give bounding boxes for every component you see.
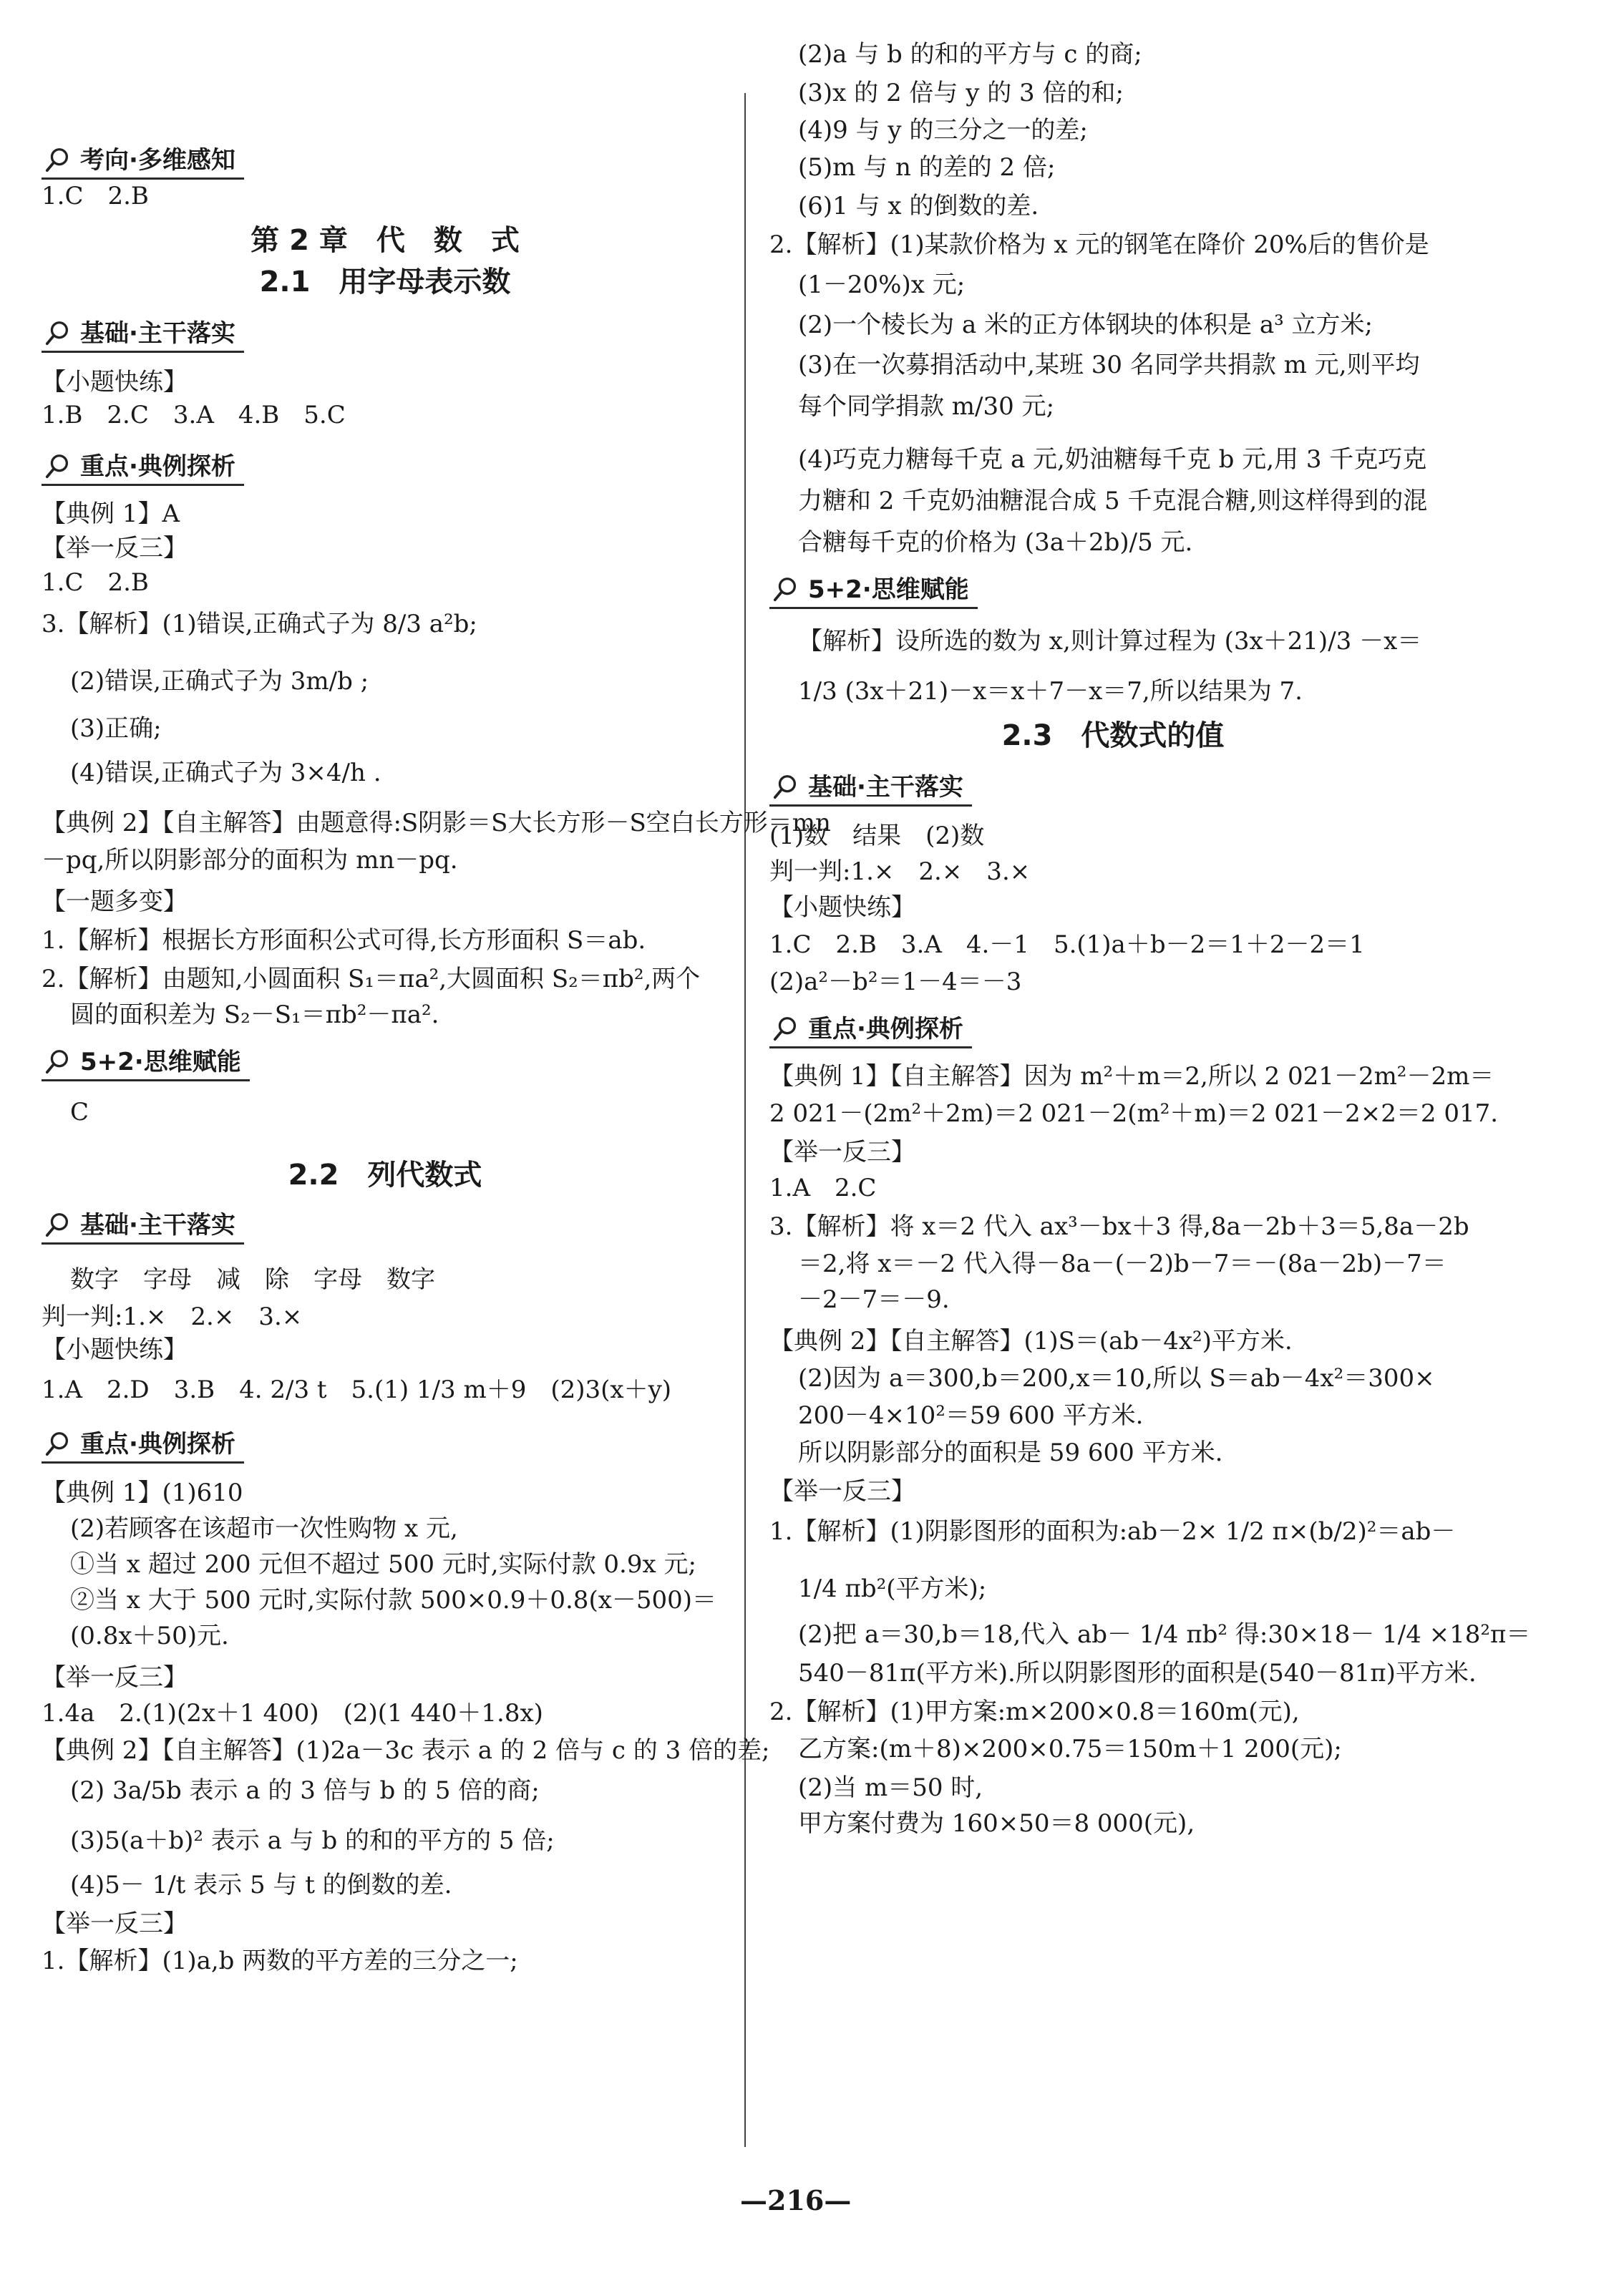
text-line: C	[70, 1098, 89, 1126]
text-line: 1.C 2.B	[42, 568, 149, 597]
text-line: 判一判:1.× 2.× 3.×	[42, 1303, 303, 1331]
text-line: (4)5－ 1/t 表示 5 与 t 的倒数的差.	[70, 1871, 452, 1899]
text-line: 【典例 2】【自主解答】由题意得:S阴影＝S大长方形－S空白长方形＝mn	[42, 809, 831, 837]
page-number: —216—	[740, 2184, 852, 2216]
text-line: －2－7＝－9.	[798, 1285, 950, 1314]
text-line: (3)正确;	[70, 714, 162, 743]
section-heading	[769, 1012, 972, 1048]
text-line: 1/4 πb²(平方米);	[798, 1574, 987, 1603]
text-line: (3)x 的 2 倍与 y 的 3 倍的和;	[798, 79, 1124, 107]
text-line: 合糖每千克的价格为 (3a＋2b)/5 元.	[798, 528, 1193, 557]
text-line: (2)a²－b²＝1－4＝－3	[769, 968, 1022, 996]
section-heading	[42, 316, 244, 353]
text-line: 1.4a 2.(1)(2x＋1 400) (2)(1 440＋1.8x)	[42, 1699, 543, 1728]
text-line: 力糖和 2 千克奶油糖混合成 5 千克混合糖,则这样得到的混	[798, 487, 1428, 515]
magnifier-icon	[772, 773, 799, 800]
text-line: 判一判:1.× 2.× 3.×	[769, 857, 1031, 886]
text-line: 【小题快练】	[42, 1335, 188, 1364]
text-line: 2.【解析】由题知,小圆面积 S₁＝πa²,大圆面积 S₂＝πb²,两个	[42, 965, 701, 993]
text-line: (5)m 与 n 的差的 2 倍;	[798, 153, 1056, 182]
magnifier-icon	[772, 1015, 799, 1042]
section-heading-label: 重点·典例探析	[80, 1430, 235, 1459]
text-line: (1－20%)x 元;	[798, 271, 966, 299]
text-line: －pq,所以阴影部分的面积为 mn－pq.	[42, 846, 458, 875]
text-line: ②当 x 大于 500 元时,实际付款 500×0.9＋0.8(x－500)＝	[70, 1586, 717, 1615]
text-line: (4)错误,正确式子为 3×4/h .	[70, 759, 381, 787]
section-heading	[769, 573, 978, 609]
text-line: 1.B 2.C 3.A 4.B 5.C	[42, 401, 346, 429]
chapter-title: 第 2 章 代 数 式	[251, 224, 520, 257]
text-line: 2.【解析】(1)某款价格为 x 元的钢笔在降价 20%后的售价是	[769, 230, 1429, 259]
text-line: 1.C 2.B	[42, 182, 149, 210]
text-line: (2)一个棱长为 a 米的正方体钢块的体积是 a³ 立方米;	[798, 311, 1373, 339]
section-heading-label: 基础·主干落实	[80, 1211, 235, 1240]
text-line: (4)9 与 y 的三分之一的差;	[798, 116, 1088, 145]
section-heading-label: 基础·主干落实	[80, 319, 235, 348]
text-line: 【举一反三】	[769, 1138, 915, 1167]
section-heading-label: 基础·主干落实	[808, 773, 963, 802]
text-line: 1.C 2.B 3.A 4.－1 5.(1)a＋b－2＝1＋2－2＝1	[769, 930, 1365, 959]
text-line: ①当 x 超过 200 元但不超过 500 元时,实际付款 0.9x 元;	[70, 1550, 696, 1579]
text-line: (6)1 与 x 的倒数的差.	[798, 192, 1039, 220]
text-line: 数字 字母 减 除 字母 数字	[70, 1265, 435, 1294]
text-line: (2)若顾客在该超市一次性购物 x 元,	[70, 1514, 458, 1543]
text-line: 甲方案付费为 160×50＝8 000(元),	[798, 1809, 1195, 1838]
text-line: 【小题快练】	[769, 893, 915, 922]
section-heading	[42, 449, 244, 486]
text-line: 200－4×10²＝59 600 平方米.	[798, 1401, 1144, 1430]
text-line: 1/3 (3x＋21)－x＝x＋7－x＝7,所以结果为 7.	[798, 677, 1303, 706]
text-line: 【小题快练】	[42, 368, 188, 396]
section-heading	[42, 1427, 244, 1464]
text-line: 【一题多变】	[42, 887, 188, 916]
text-line: (2)把 a＝30,b＝18,代入 ab－ 1/4 πb² 得:30×18－ 1/4 ×18²π＝	[798, 1620, 1531, 1649]
magnifier-icon	[44, 452, 72, 479]
text-line: (2)错误,正确式子为 3m/b ;	[70, 667, 369, 696]
magnifier-icon	[44, 146, 72, 173]
text-line: 1.【解析】(1)阴影图形的面积为:ab－2× 1/2 π×(b/2)²＝ab－	[769, 1517, 1456, 1546]
section-heading-label: 5+2·思维赋能	[80, 1048, 241, 1076]
text-line: 每个同学捐款 m/30 元;	[798, 392, 1055, 421]
text-line: 2.【解析】(1)甲方案:m×200×0.8＝160m(元),	[769, 1698, 1300, 1726]
magnifier-icon	[772, 575, 799, 603]
text-line: (4)巧克力糖每千克 a 元,奶油糖每千克 b 元,用 3 千克巧克	[798, 445, 1427, 474]
chapter-title: 2.2 列代数式	[288, 1159, 482, 1192]
text-line: 圆的面积差为 S₂－S₁＝πb²－πa².	[70, 1001, 439, 1029]
text-line: 【典例 1】(1)610	[42, 1479, 243, 1507]
text-line: 【举一反三】	[42, 534, 188, 563]
section-heading-label: 重点·典例探析	[80, 452, 235, 481]
text-line: (3)在一次募捐活动中,某班 30 名同学共捐款 m 元,则平均	[798, 351, 1420, 379]
section-heading-label: 重点·典例探析	[808, 1015, 963, 1043]
text-line: 【举一反三】	[769, 1477, 915, 1506]
text-line: (2)当 m＝50 时,	[798, 1773, 983, 1802]
magnifier-icon	[44, 1211, 72, 1238]
section-heading	[42, 143, 244, 180]
text-line: (2) 3a/5b 表示 a 的 3 倍与 b 的 5 倍的商;	[70, 1776, 540, 1805]
text-line: (3)5(a＋b)² 表示 a 与 b 的和的平方的 5 倍;	[70, 1826, 555, 1855]
text-line: 【解析】设所选的数为 x,则计算过程为 (3x＋21)/3 －x＝	[798, 627, 1422, 656]
text-line: 【举一反三】	[42, 1663, 188, 1692]
text-line: 1.【解析】根据长方形面积公式可得,长方形面积 S＝ab.	[42, 926, 646, 955]
text-line: 1.A 2.D 3.B 4. 2/3 t 5.(1) 1/3 m＋9 (2)3(x＋y)	[42, 1376, 672, 1404]
text-line: 【典例 1】A	[42, 500, 180, 528]
text-line: (2)a 与 b 的和的平方与 c 的商;	[798, 40, 1142, 69]
column-divider	[744, 93, 746, 2147]
text-line: 2 021－(2m²＋2m)＝2 021－2(m²＋m)＝2 021－2×2＝2 017.	[769, 1099, 1499, 1128]
text-line: 【典例 2】【自主解答】(1)2a－3c 表示 a 的 2 倍与 c 的 3 倍的差;	[42, 1736, 770, 1765]
text-line: (1)数 结果 (2)数	[769, 822, 985, 850]
text-line: 【典例 1】【自主解答】因为 m²＋m＝2,所以 2 021－2m²－2m＝	[769, 1062, 1494, 1091]
section-heading	[42, 1045, 250, 1081]
text-line: (0.8x＋50)元.	[70, 1622, 229, 1650]
magnifier-icon	[44, 1048, 72, 1075]
text-line: 540－81π(平方米).所以阴影图形的面积是(540－81π)平方米.	[798, 1659, 1477, 1688]
section-heading-label: 5+2·思维赋能	[808, 575, 969, 604]
section-heading	[769, 770, 972, 807]
magnifier-icon	[44, 319, 72, 346]
text-line: 【典例 2】【自主解答】(1)S＝(ab－4x²)平方米.	[769, 1327, 1293, 1355]
chapter-title: 2.3 代数式的值	[1001, 719, 1225, 752]
text-line: 1.【解析】(1)a,b 两数的平方差的三分之一;	[42, 1947, 518, 1975]
text-line: 3.【解析】(1)错误,正确式子为 8/3 a²b;	[42, 610, 477, 638]
section-heading	[42, 1208, 244, 1245]
magnifier-icon	[44, 1430, 72, 1457]
text-line: 3.【解析】将 x＝2 代入 ax³－bx＋3 得,8a－2b＋3＝5,8a－2b	[769, 1212, 1469, 1241]
text-line: 1.A 2.C	[769, 1174, 877, 1202]
text-line: (2)因为 a＝300,b＝200,x＝10,所以 S＝ab－4x²＝300×	[798, 1364, 1435, 1393]
chapter-title: 2.1 用字母表示数	[259, 266, 511, 298]
text-line: 【举一反三】	[42, 1909, 188, 1938]
section-heading-label: 考向·多维感知	[80, 146, 235, 175]
text-line: 乙方案:(m＋8)×200×0.75＝150m＋1 200(元);	[798, 1735, 1342, 1763]
text-line: 所以阴影部分的面积是 59 600 平方米.	[798, 1438, 1223, 1467]
text-line: ＝2,将 x＝－2 代入得－8a－(－2)b－7＝－(8a－2b)－7＝	[798, 1250, 1446, 1278]
